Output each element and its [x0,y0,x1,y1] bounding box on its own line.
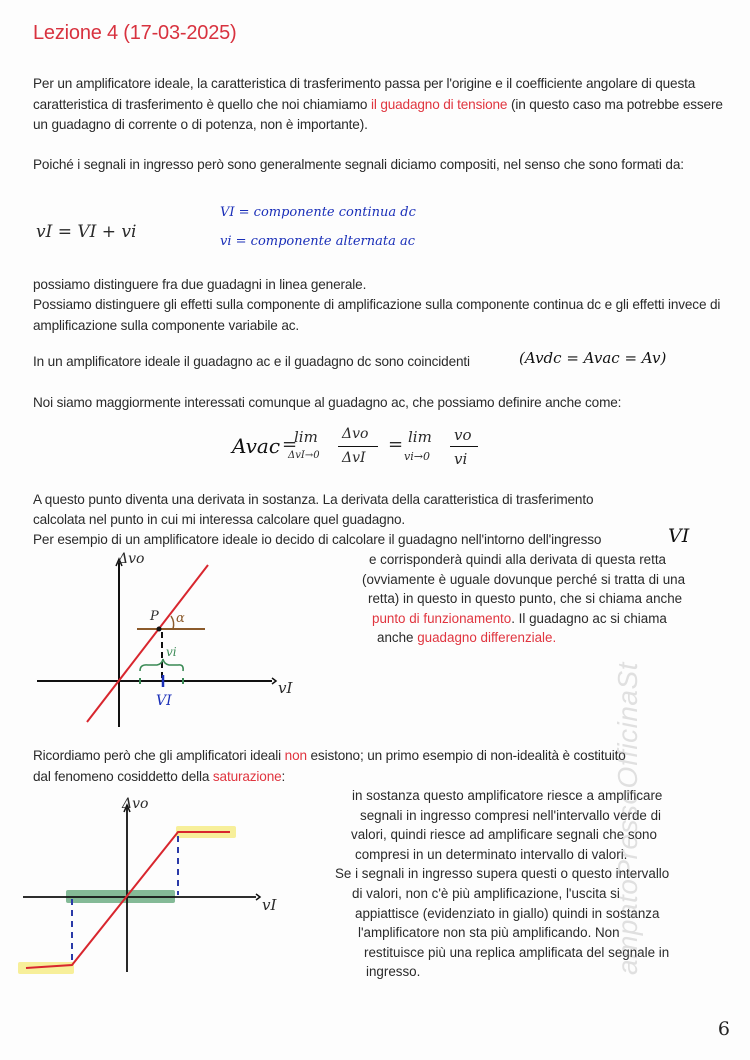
text: (in questo caso ma potrebbe essere un guadagno di corrente o di potenza, non è importante). [33,96,723,132]
text: Ricordiamo però che gli amplificatori ideali [33,748,285,763]
formula-lim2: lim [408,428,432,446]
formula-lim1-sub: ΔvI→0 [288,450,320,461]
paragraph-composite-signals: Poiché i segnali in ingresso però sono generalmente segnali diciamo compositi, nel senso che sono formati da: [33,157,684,172]
formula-frac1-num: Δvo [342,426,369,442]
symbol-VI: VI [668,525,690,547]
diagram2-x-label: vI [262,896,277,914]
text-line: e corrisponderà quindi alla derivata di questa retta [369,552,667,567]
paragraph-derivative-l1: A questo punto diventa una derivata in sostanza. La derivata della caratteristica di trasferimento [33,492,594,507]
text-line: restituisce più una replica amplificata del segnale in [364,944,670,960]
paragraph-gains-coincident: In un amplificatore ideale il guadagno ac e il guadagno dc sono coincidenti [33,354,470,369]
paragraph-derivative-l2: calcolata nel punto in cui mi interessa calcolare quel guadagno. [33,512,406,527]
diagram2-y-label: Δvo [122,796,149,812]
text: Per un amplificatore ideale, la caratteristica di trasferimento passa per l'origine e il coefficiente angolare di questa caratteristica di trasferimento è quello che noi chiamiamo [33,76,696,112]
highlight-saturation: saturazione [212,768,282,784]
page-title: Lezione 4 (17-03-2025) [33,22,237,44]
highlight-non: non [284,748,307,763]
diagram1-x-label: vI [278,679,293,697]
paragraph-derivative-l3: Per esempio di un amplificatore ideale io decido di calcolare il guadagno nell'intorno dell'ingresso [33,532,602,547]
page-number: 6 [717,1018,730,1040]
paragraph-two-gains-line2: Possiamo distinguere gli effetti sulla componente di amplificazione sulla componente continua dc e gli effetti invece di amplificazione sulla componente variabile ac. [33,297,721,333]
highlight-voltage-gain: il guadagno di tensione [370,96,508,112]
formula-frac2-num: vo [454,426,472,444]
diagram1-angle-label: α [176,611,185,626]
text-line: in sostanza questo amplificatore riesce a amplificare [352,788,663,803]
x-arrow [256,894,260,900]
text: esistono; un primo esempio di non-idealità è costituito [306,748,626,763]
text: dal fenomeno cosiddetto della [33,768,213,784]
text: : [281,768,286,784]
formula-lim1: lim [294,428,318,446]
formula-lim2-sub: vi→0 [404,450,430,463]
text: anche [377,630,418,646]
diagram1-brace-label: vi [166,645,177,659]
text: . Il guadagno ac si chiama [511,610,667,626]
text-line: di valori, non c'è più amplificazione, l'uscita si [352,885,620,901]
highlight-operating-point: punto di funzionamento [372,610,512,626]
formula-lhs: Avac [232,434,281,458]
paragraph-two-gains-line1: possiamo distinguere fra due guadagni in linea generale. [33,277,367,292]
formula-frac2-den: vi [454,450,468,468]
formula-frac1-den: ΔvI [342,450,366,466]
text-line: appiattisce (evidenziato in giallo) quindi in sostanza [355,905,660,921]
paragraph-ac-gain-def: Noi siamo maggiormente interessati comunque al guadagno ac, che possiamo definire anche come: [33,395,622,410]
text-line: retta) in questo in questo punto, che si chiama anche [368,591,683,607]
diagram1-point-label: P [150,609,159,624]
formula-vi-sum: vI = VI + vi [36,222,137,242]
text-line: l'amplificatore non sta più amplificando. Non [358,925,620,941]
highlight-differential-gain: guadagno differenziale [417,630,553,646]
diagram1-tick-label: VI [156,693,172,709]
text-line: compresi in un determinato intervallo di valori. [355,846,628,862]
text-line: Se i segnali in ingresso supera questi o questo intervallo [335,866,670,882]
watermark: ampatoPressoOfficinaSt [612,662,643,975]
diagram1-y-label: Δvo [118,551,145,567]
text-line: (ovviamente è uguale dovunque perché si tratta di una [362,571,686,587]
formula-eq2: = [388,434,404,455]
note-dc-component: VI = componente continua dc [220,205,416,220]
text-line: segnali in ingresso compresi nell'intervallo verde di [360,807,662,823]
text: . [552,630,557,646]
formula-eq: = [282,434,298,455]
text-line: ingresso. [366,964,421,980]
note-ac-component: vi = componente alternata ac [220,234,416,249]
text-line: valori, quindi riesce ad amplificare segnali che sono [351,827,657,843]
formula-gains-equal: (Avdc = Avac = Av) [519,349,667,367]
